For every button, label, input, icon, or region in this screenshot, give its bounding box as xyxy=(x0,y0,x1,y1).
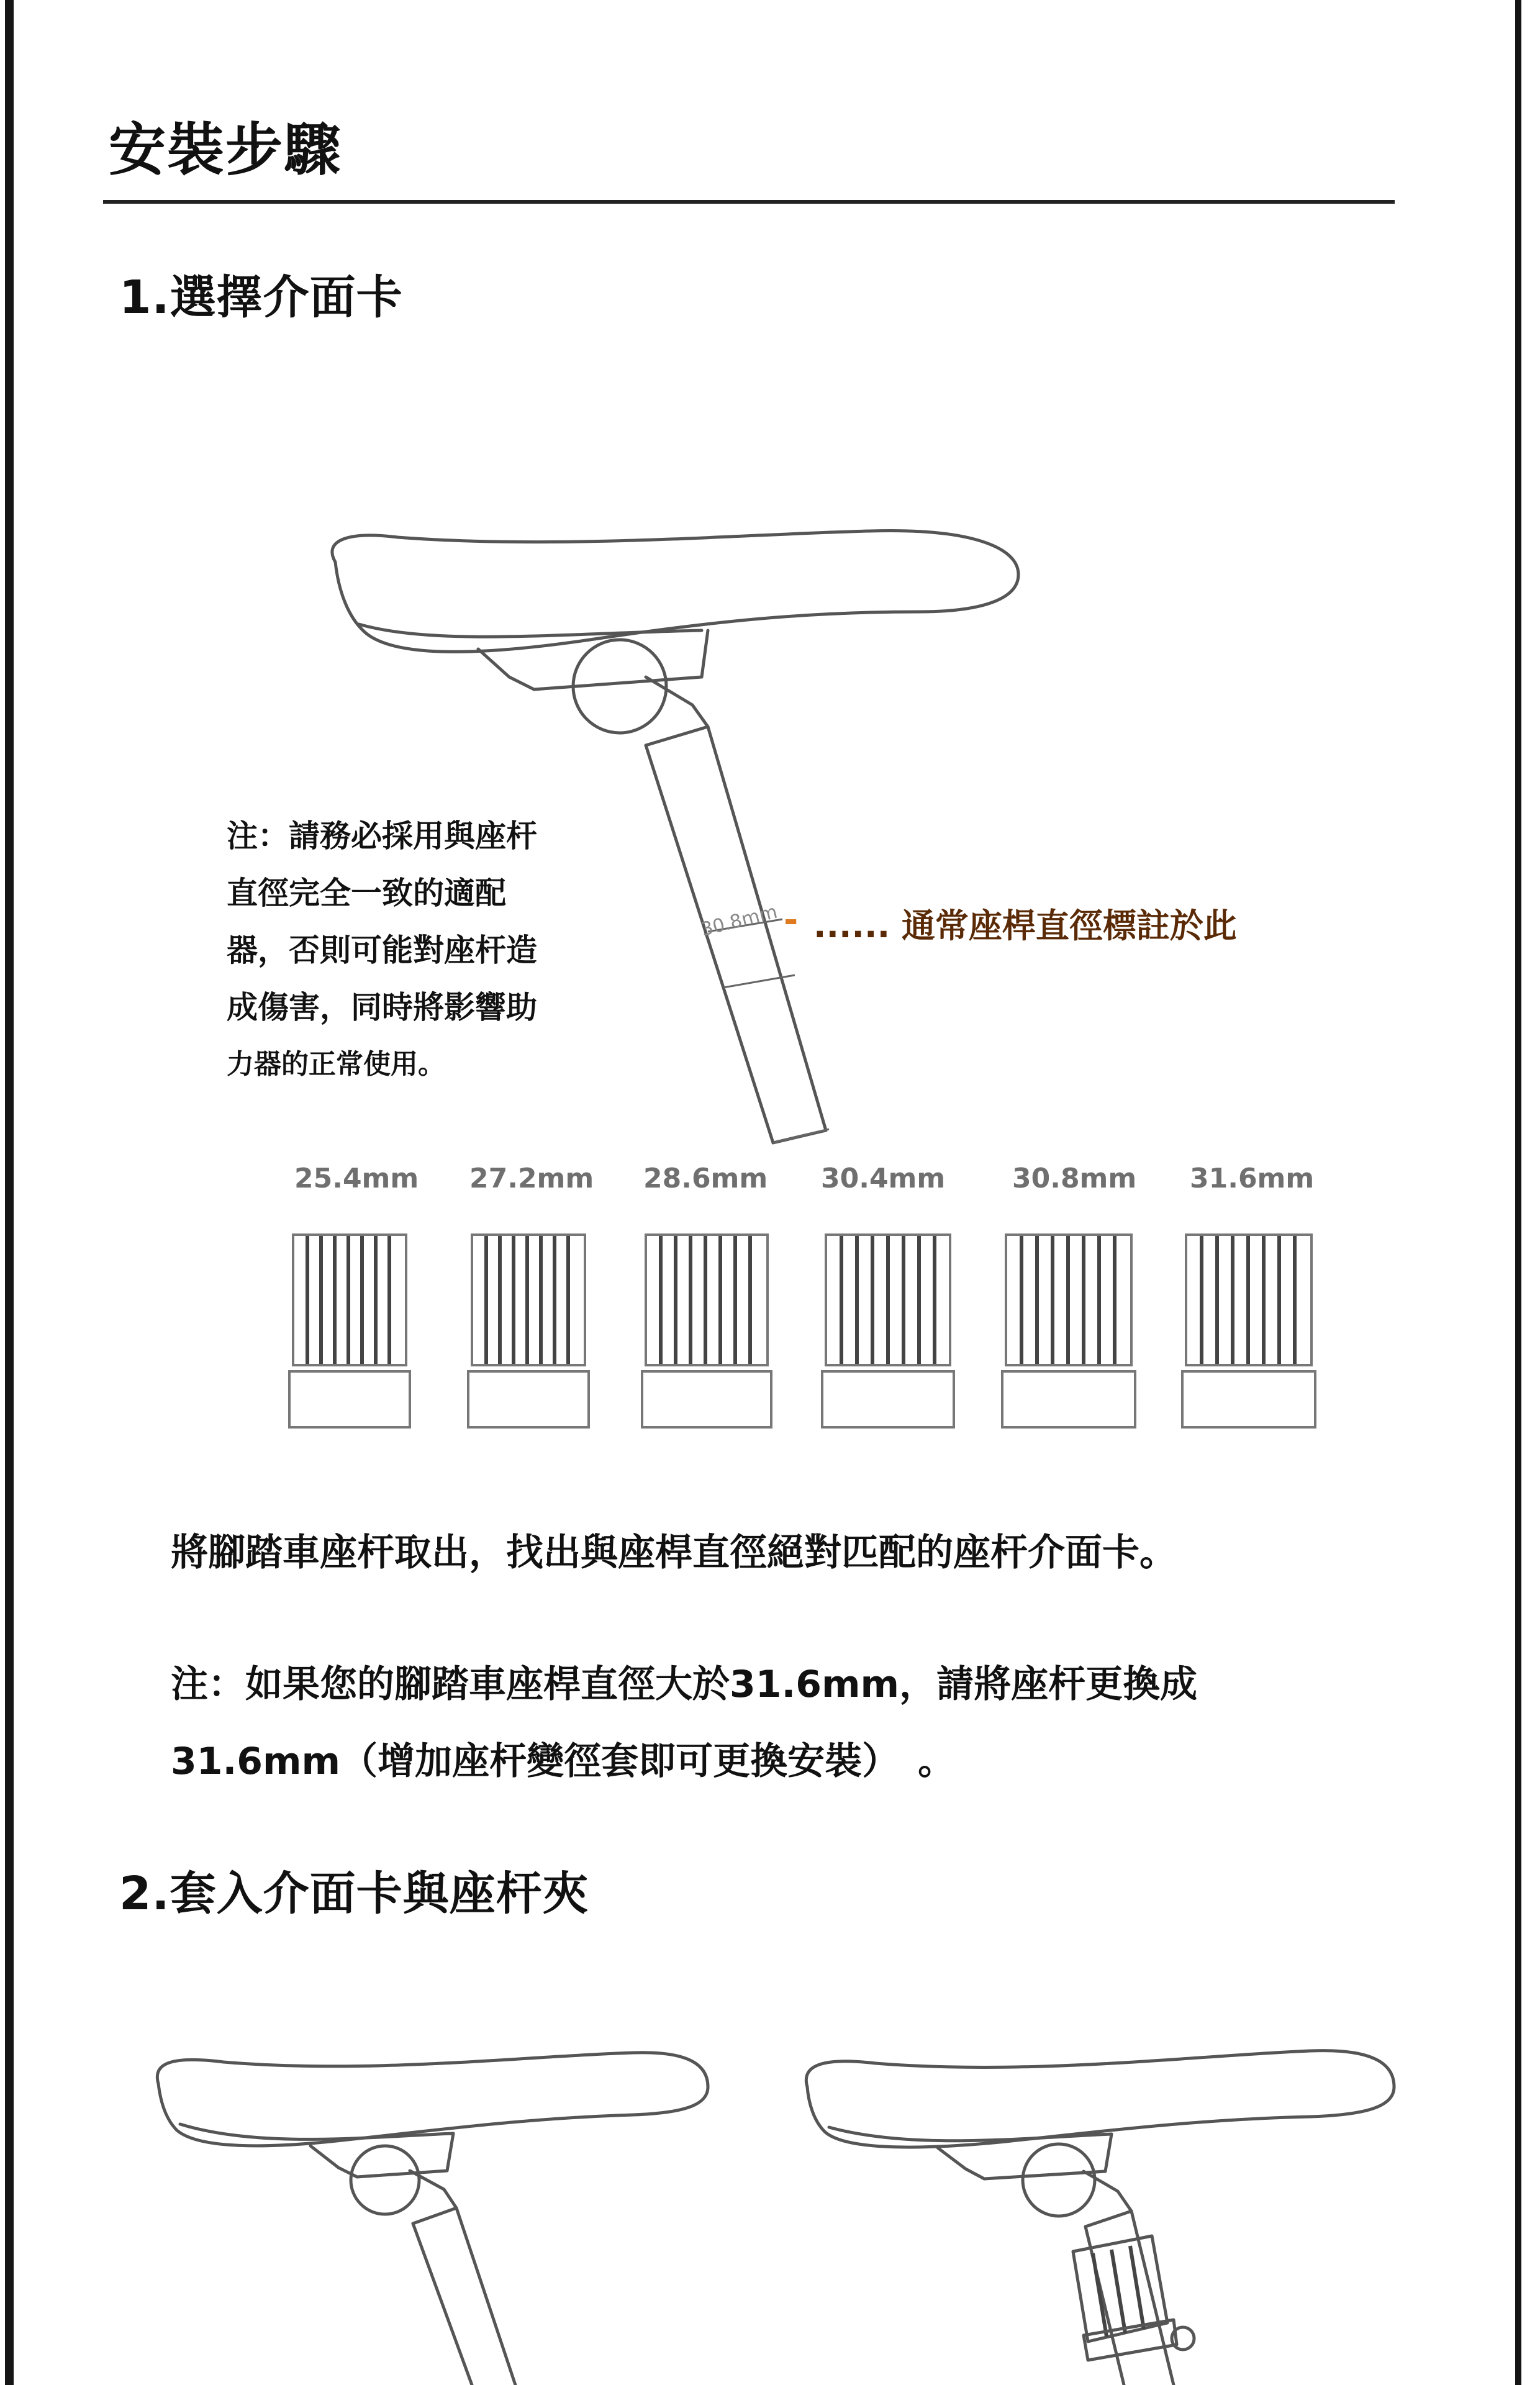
step1-diameter-note xyxy=(171,1646,1197,1800)
step1-instruction: 將腳踏車座杆取出，找出與座桿直徑絕對匹配的座杆介面卡。 xyxy=(171,1531,1177,1574)
note-line-1: 注：請務必採用與座杆 xyxy=(227,818,537,854)
size-label: 31.6mm xyxy=(1190,1163,1315,1194)
adapter-card-1 xyxy=(289,1235,410,1427)
adapter-card-2 xyxy=(468,1235,589,1427)
step1-adapter-warning xyxy=(227,807,599,1093)
note-line-5: 力器的正常使用。 xyxy=(227,1048,445,1080)
step2-saddle-left xyxy=(157,2053,708,2385)
adapter-card-3 xyxy=(642,1235,771,1427)
size-label: 30.8mm xyxy=(1012,1163,1137,1194)
note-line-3: 器，否則可能對座杆造 xyxy=(227,932,537,968)
callout-dash: - xyxy=(784,900,799,940)
post-diameter-marking: 30.8mm xyxy=(699,901,780,941)
diameter-callout: ...... 通常座桿直徑標註於此 xyxy=(813,906,1237,945)
step2-saddle-right-with-clamp xyxy=(806,2051,1394,2385)
page-title: 安裝步驟 xyxy=(109,117,343,183)
step1-heading: 1.選擇介面卡 xyxy=(119,271,403,324)
adapter-card-5 xyxy=(1002,1235,1135,1427)
size-label: 27.2mm xyxy=(469,1163,594,1194)
step2-heading: 2.套入介面卡與座杆夾 xyxy=(119,1867,589,1920)
adapter-card-4 xyxy=(822,1235,954,1427)
adapter-card-6 xyxy=(1182,1235,1315,1427)
size-label: 25.4mm xyxy=(294,1163,419,1194)
size-label: 28.6mm xyxy=(643,1163,768,1194)
size-label: 30.4mm xyxy=(821,1163,946,1194)
note-line-2: 直徑完全一致的適配 xyxy=(227,875,506,911)
diameter-note-line-2: 31.6mm（增加座杆變徑套即可更換安裝） 。 xyxy=(171,1740,956,1783)
diameter-note-line-1: 注：如果您的腳踏車座桿直徑大於31.6mm，請將座杆更換成 xyxy=(171,1663,1198,1706)
note-line-4: 成傷害，同時將影響助 xyxy=(227,989,537,1025)
